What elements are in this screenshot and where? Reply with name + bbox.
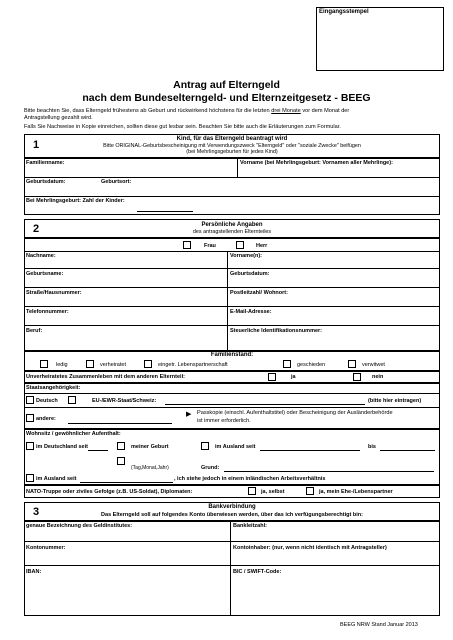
- tag-format-hint: (Tag,Monat,Jahr): [131, 465, 169, 471]
- ledig-label: ledig: [56, 362, 68, 368]
- zusammenleben-label: Unverheiratetes Zusammenleben mit dem anderen Elternteil:: [26, 374, 185, 380]
- arrow-right-icon: ▶: [186, 411, 192, 418]
- intro-paragraph-1: [24, 108, 444, 115]
- bic-label: BIC / SWIFT-Code:: [233, 569, 282, 575]
- nato-ja-selbst-label: ja, selbst: [261, 489, 285, 495]
- arbeitsverhaeltnis-label: , ich stehe jedoch in einem inländischen Arbeitsverhältnis: [174, 476, 326, 482]
- eu-label: EU-/EWR-Staat/Schweiz:: [92, 398, 157, 404]
- vornamen-label: Vorname(n):: [230, 253, 262, 259]
- frau-checkbox[interactable]: [183, 241, 191, 249]
- verwitwet-checkbox[interactable]: [348, 360, 356, 368]
- geburtsname-label: Geburtsname:: [26, 271, 64, 277]
- section2-title: Persönliche Angaben: [201, 222, 263, 228]
- herr-checkbox[interactable]: [236, 241, 244, 249]
- eu-country-field[interactable]: [165, 404, 365, 405]
- grund-field[interactable]: [224, 471, 434, 472]
- section3-number: 3: [33, 506, 40, 518]
- inland-date-field[interactable]: [88, 450, 108, 451]
- kontonummer-label: Kontonummer:: [26, 545, 66, 551]
- ausland-checkbox[interactable]: [201, 442, 209, 450]
- bis-label: bis: [368, 444, 376, 450]
- verheiratet-checkbox[interactable]: [86, 360, 94, 368]
- intro1-underlined: drei Monate: [271, 108, 301, 114]
- ausland2-date-field[interactable]: [80, 482, 173, 483]
- ledig-checkbox[interactable]: [40, 360, 48, 368]
- eu-checkbox[interactable]: [68, 396, 76, 404]
- footer-version: BEEG NRW Stand Januar 2013: [340, 622, 418, 628]
- child-vorname-label: Vorname (bei Mehrlingsgeburt: Vornamen aller Mehrlinge):: [240, 160, 393, 166]
- passkopie-note-1: Passkopie (einschl. Aufenthaltstitel) oder Bescheinigung der Ausländerbehörde: [197, 410, 393, 416]
- child-familienname-label: Familienname:: [26, 160, 65, 166]
- nato-ja-selbst-checkbox[interactable]: [248, 487, 256, 495]
- tag-format-box: [117, 457, 125, 465]
- andere-checkbox[interactable]: [26, 414, 34, 422]
- nato-label: NATO-Truppe oder ziviles Gefolge (z.B. US-Soldat), Diplomaten:: [26, 489, 193, 495]
- eu-hint: (bitte hier eintragen): [368, 398, 422, 404]
- nato-partner-label: ja, mein Ehe-/Lebenspartner: [319, 489, 393, 495]
- zusammenleben-nein-label: nein: [372, 374, 384, 380]
- passkopie-note-2: ist immer erforderlich.: [197, 418, 251, 424]
- intro-paragraph-1b: Antragstellung gezahlt wird.: [24, 115, 93, 121]
- ausland-to-field[interactable]: [380, 450, 435, 451]
- section3-title: Bankverbindung: [208, 504, 256, 510]
- familienstand-title: Familienstand:: [210, 352, 254, 358]
- kontoinhaber-label: Kontoinhaber: (nur, wenn nicht identisch mit Antragsteller): [233, 545, 387, 551]
- nachname-label: Nachname:: [26, 253, 56, 259]
- iban-label: IBAN:: [26, 569, 42, 575]
- ausland2-label: im Ausland seit: [36, 476, 77, 482]
- deutsch-label: Deutsch: [36, 398, 58, 404]
- section1-subline1: Bitte ORIGINAL-Geburtsbescheinigung mit Verwendungszweck "Elterngeld" oder "soziale Zwecke" beifügen: [103, 143, 361, 149]
- geburtsdatum-label: Geburtsdatum:: [230, 271, 270, 277]
- zusammenleben-nein-checkbox[interactable]: [353, 373, 361, 381]
- wohnsitz-title: Wohnsitz / gewöhnlicher Aufenthalt:: [26, 431, 121, 437]
- form-title: Antrag auf Elterngeld: [173, 79, 280, 91]
- zusammenleben-ja-checkbox[interactable]: [268, 373, 276, 381]
- child-geburtsort-label: Geburtsort:: [101, 179, 132, 185]
- frau-label: Frau: [204, 243, 216, 249]
- child-geburtsdatum-label: Geburtsdatum:: [26, 179, 66, 185]
- strasse-label: Straße/Hausnummer:: [26, 290, 82, 296]
- section1-number: 1: [33, 139, 40, 151]
- email-label: E-Mail-Adresse:: [230, 309, 272, 315]
- deutsch-checkbox[interactable]: [26, 396, 34, 404]
- inland-label: im Deutschland seit: [36, 444, 88, 450]
- geburt-label: meiner Geburt: [131, 444, 169, 450]
- section3-subtitle: Das Elterngeld soll auf folgendes Konto überwiesen werden, über das ich verfügungsberechtigt bin:: [101, 512, 363, 518]
- section2-number: 2: [33, 223, 40, 235]
- section2-subtitle: des antragstellenden Elternteiles: [192, 229, 272, 235]
- plz-wohnort-label: Postleitzahl/ Wohnort:: [230, 290, 288, 296]
- herr-label: Herr: [256, 243, 268, 249]
- verwitwet-label: verwitwet: [362, 362, 385, 368]
- lebenspartnerschaft-label: eingetr. Lebenspartnerschaft: [158, 362, 228, 368]
- ausland-from-field[interactable]: [260, 450, 360, 451]
- section1-fields: [24, 158, 440, 215]
- ausland-label: im Ausland seit: [215, 444, 256, 450]
- intro1-post: vor dem Monat der: [302, 108, 350, 114]
- form-subtitle: nach dem Bundeselterngeld- und Elternzeitgesetz - BEEG: [82, 92, 371, 104]
- child-count-field[interactable]: [137, 211, 193, 212]
- geldinstitut-label: genaue Bezeichnung des Geldinstitutes:: [26, 523, 133, 529]
- nato-partner-checkbox[interactable]: [306, 487, 314, 495]
- stamp-box: [316, 7, 444, 71]
- andere-label: andere:: [36, 416, 56, 422]
- lebenspartnerschaft-checkbox[interactable]: [144, 360, 152, 368]
- geschieden-label: geschieden: [297, 362, 326, 368]
- geburt-checkbox[interactable]: [117, 442, 125, 450]
- telefon-label: Telefonnummer:: [26, 309, 69, 315]
- section3-fields: [24, 521, 440, 616]
- stamp-label: Eingangsstempel: [319, 9, 369, 15]
- bankleitzahl-label: Bankleitzahl:: [233, 523, 267, 529]
- verheiratet-label: verheiratet: [100, 362, 126, 368]
- ausland2-checkbox[interactable]: [26, 474, 34, 482]
- section1-title: Kind, für das Elterngeld beantragt wird: [176, 136, 288, 142]
- child-mehrlinge-label: Bei Mehrlingsgeburt: Zahl der Kinder:: [26, 198, 125, 204]
- steuer-id-label: Steuerliche Identifikationsnummer:: [230, 328, 322, 334]
- intro-paragraph-2: Falls Sie Nachweise in Kopie einreichen, sollten diese gut lesbar sein. Beachten Sie bitte auch die Erläuterungen zum Formular.: [24, 124, 341, 130]
- geschieden-checkbox[interactable]: [283, 360, 291, 368]
- section1-subline2: (bei Mehrlingsgeburten für jedes Kind): [186, 149, 278, 155]
- inland-checkbox[interactable]: [26, 442, 34, 450]
- staatsangehoerigkeit-title: Staatsangehörigkeit:: [26, 385, 81, 391]
- zusammenleben-ja-label: ja: [291, 374, 296, 380]
- grund-label: Grund:: [201, 465, 220, 471]
- beruf-label: Beruf:: [26, 328, 43, 334]
- andere-field[interactable]: [68, 423, 172, 424]
- intro1-pre: Bitte beachten Sie, dass Elterngeld frühestens ab Geburt und rückwirkend höchstens für die letzten: [24, 108, 270, 114]
